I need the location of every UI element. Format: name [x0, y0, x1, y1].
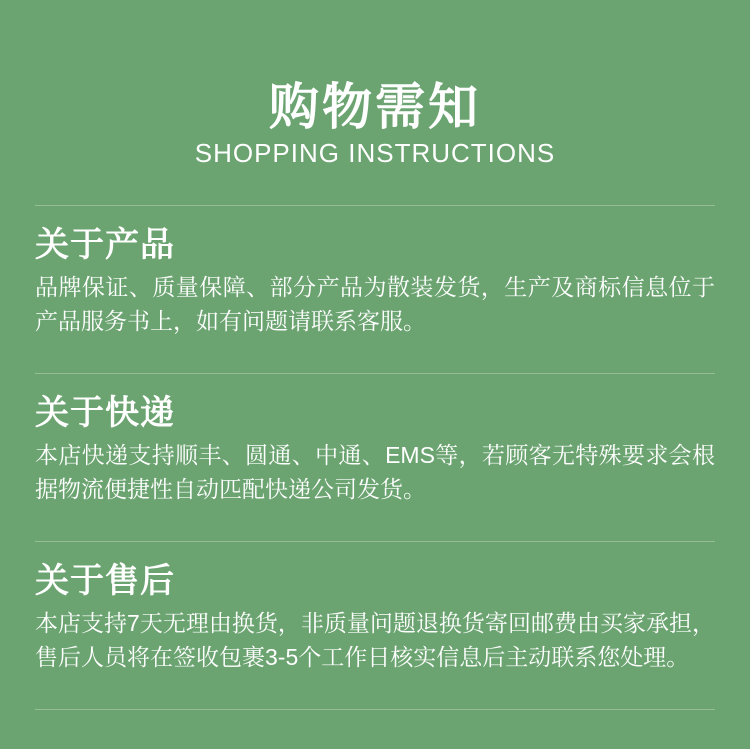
divider-top	[35, 205, 715, 206]
section-product-heading: 关于产品	[35, 226, 175, 264]
section-shipping-heading: 关于快递	[35, 394, 175, 432]
sections-container	[0, 205, 750, 710]
header	[0, 0, 750, 168]
page-subtitle: SHOPPING INSTRUCTIONS	[194, 138, 556, 168]
section-product	[35, 224, 715, 338]
section-aftersales-body: 本店支持7天无理由换货，非质量问题退换货寄回邮费由买家承担，售后人员将在签收包裹3-5个工作日核实信息后主动联系您处理。	[35, 610, 715, 670]
section-shipping	[35, 392, 715, 506]
divider-middle-2	[35, 541, 715, 542]
section-shipping-body: 本店快递支持顺丰、圆通、中通、EMS等，若顾客无特殊要求会根据物流便捷性自动匹配快递公司发货。	[35, 442, 715, 502]
section-product-body: 品牌保证、质量保障、部分产品为散装发货，生产及商标信息位于产品服务书上，如有问题请联系客服。	[35, 274, 715, 334]
divider-middle-1	[35, 373, 715, 374]
section-aftersales-heading: 关于售后	[35, 562, 175, 600]
section-aftersales	[35, 560, 715, 674]
divider-bottom	[35, 709, 715, 710]
page-title: 购物需知	[269, 79, 481, 135]
